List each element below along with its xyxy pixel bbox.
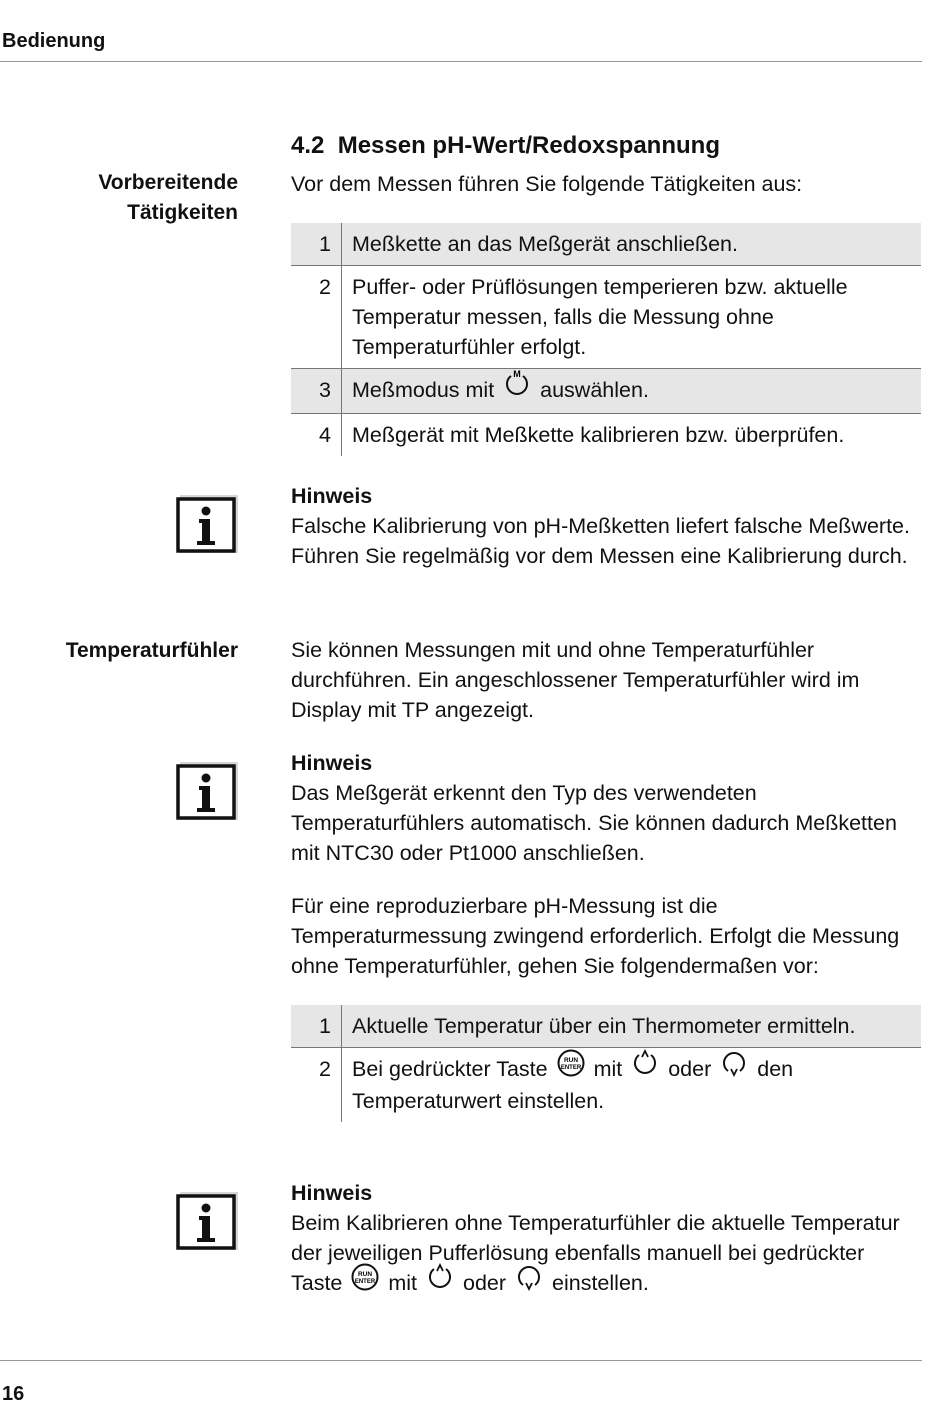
up-arrow-key-icon	[425, 1262, 455, 1300]
temperature-measurement-text: Für eine reproduzierbare pH-Messung ist die Temperaturmessung zwingend erforderlich. Erfolgt die Messung ohne Temperaturfühler, gehen Sie folgendermaßen vor:	[291, 894, 900, 978]
side-label-preparation: Vorbereitende Tätigkeiten	[98, 171, 238, 224]
step-row: 1 Meßkette an das Meßgerät anschließen.	[291, 223, 921, 266]
page-number: 16	[2, 1383, 25, 1405]
note-probe-detection	[291, 748, 916, 868]
run-enter-key-icon	[350, 1262, 380, 1300]
running-header: Bedienung	[2, 30, 106, 52]
footer-divider	[0, 1360, 922, 1361]
note-text: Falsche Kalibrierung von pH-Meßketten liefert falsche Meßwerte. Führen Sie regelmäßig vor dem Messen eine Kalibrierung durch.	[291, 514, 910, 568]
preparation-intro: Vor dem Messen führen Sie folgende Tätigkeiten aus:	[291, 172, 803, 196]
note-text: Das Meßgerät erkennt den Typ des verwendeten Temperaturfühlers automatisch. Sie können dadurch Meßketten mit NTC30 oder Pt1000 anschließen.	[291, 781, 897, 865]
temperature-steps	[291, 1005, 921, 1122]
step-row: 1 Aktuelle Temperatur über ein Thermometer ermitteln.	[291, 1005, 921, 1048]
note-title: Hinweis	[291, 1181, 373, 1205]
side-label-temperature-probe: Temperaturfühler	[65, 639, 238, 662]
step-row: 3 Meßmodus mit M auswählen.	[291, 369, 921, 414]
svg-text:ENTER: ENTER	[355, 1279, 376, 1286]
info-icon	[176, 493, 238, 553]
section-heading	[291, 132, 720, 160]
down-arrow-key-icon	[719, 1048, 749, 1086]
section-title: Messen pH-Wert/Redoxspannung	[337, 132, 720, 159]
svg-text:RUN: RUN	[358, 1271, 373, 1279]
note-title: Hinweis	[291, 484, 373, 508]
note-calibration-without-probe: Hinweis Beim Kalibrieren ohne Temperaturfühler die aktuelle Temperatur der jeweiligen Pufferlösung ebenfalls manuell bei gedrückter Taste RUN ENTER mit oder einstellen.	[291, 1178, 916, 1300]
note-title: Hinweis	[291, 751, 373, 775]
note-text: Beim Kalibrieren ohne Temperaturfühler die aktuelle Temperatur der jeweiligen Pufferlösung ebenfalls manuell bei gedrückter Taste	[291, 1211, 900, 1295]
svg-text:RUN: RUN	[563, 1057, 578, 1065]
m-key-icon	[502, 369, 532, 407]
step-row: 2 Puffer- oder Prüflösungen temperieren bzw. aktuelle Temperatur messen, falls die Messung ohne Temperaturfühler erfolgt.	[291, 266, 921, 369]
info-icon	[176, 760, 238, 820]
note-calibration	[291, 481, 916, 571]
svg-text:M: M	[513, 369, 521, 380]
header-divider	[0, 61, 922, 62]
temperature-probe-text: Sie können Messungen mit und ohne Temperaturfühler durchführen. Ein angeschlossener Temperaturfühler wird im Display mit TP angezeigt.	[291, 638, 860, 722]
info-icon	[176, 1190, 238, 1250]
preparation-steps	[291, 223, 921, 456]
up-arrow-key-icon	[630, 1048, 660, 1086]
step-row: 4 Meßgerät mit Meßkette kalibrieren bzw. überprüfen.	[291, 414, 921, 457]
section-number: 4.2	[291, 132, 325, 159]
down-arrow-key-icon	[514, 1262, 544, 1300]
step-row: 2 Bei gedrückter Taste RUN ENTER mit oder den Temperaturwert einstellen.	[291, 1048, 921, 1123]
svg-text:ENTER: ENTER	[560, 1065, 581, 1072]
run-enter-key-icon	[556, 1048, 586, 1086]
